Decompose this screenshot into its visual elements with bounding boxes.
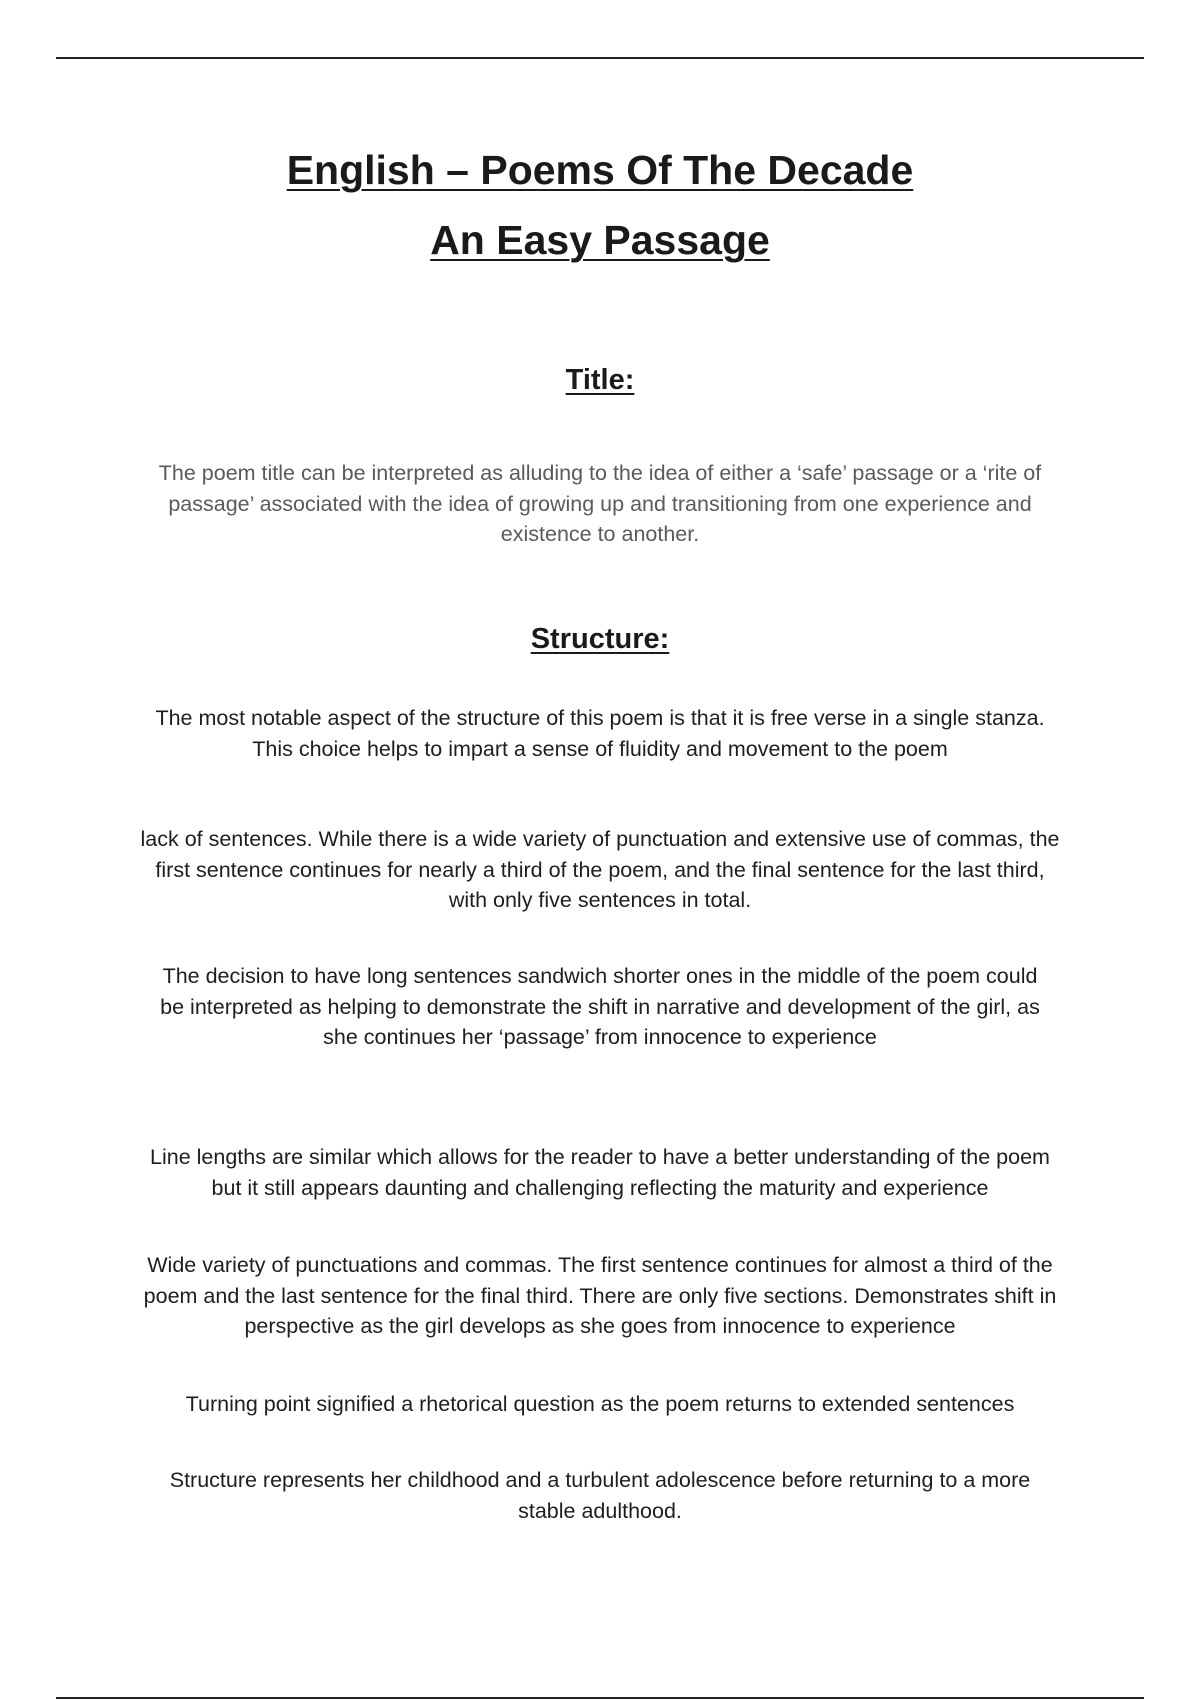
document-subtitle: An Easy Passage [430,217,770,263]
document-title: English – Poems Of The Decade [286,147,914,193]
structure-section-heading: Structure: [530,623,670,655]
structure-paragraph: The most notable aspect of the structure of this poem is that it is free verse in a single stanza. This choice helps to impart a sense of fluidity and movement to the poem [155,706,1045,761]
title-section-heading: Title: [565,364,635,396]
structure-paragraph: lack of sentences. While there is a wide variety of punctuation and extensive use of commas, the first sentence continues for nearly a third of the poem, and the final sentence for the last third, with only five sentences in total. [140,827,1060,912]
structure-paragraph: Wide variety of punctuations and commas. The first sentence continues for almost a third of the poem and the last sentence for the final third. There are only five sections. Demonstrates shift in perspective as the girl develops as she goes from innocence to experience [143,1253,1057,1338]
structure-paragraph: The decision to have long sentences sandwich shorter ones in the middle of the poem could be interpreted as helping to demonstrate the shift in narrative and development of the girl, as she continues her ‘passage’ from innocence to experience [160,964,1040,1049]
top-rule [56,57,1144,59]
structure-paragraph: Line lengths are similar which allows for the reader to have a better understanding of the poem but it still appears daunting and challenging reflecting the maturity and experience [150,1145,1050,1200]
structure-paragraph: Structure represents her childhood and a turbulent adolescence before returning to a more stable adulthood. [169,1468,1031,1523]
structure-paragraph: Turning point signified a rhetorical question as the poem returns to extended sentences [185,1392,1015,1416]
title-section-paragraph: The poem title can be interpreted as alluding to the idea of either a ‘safe’ passage or a ‘rite of passage’ associated with the idea of growing up and transitioning from one experience and existence to another. [158,461,1042,546]
bottom-rule [56,1697,1144,1699]
